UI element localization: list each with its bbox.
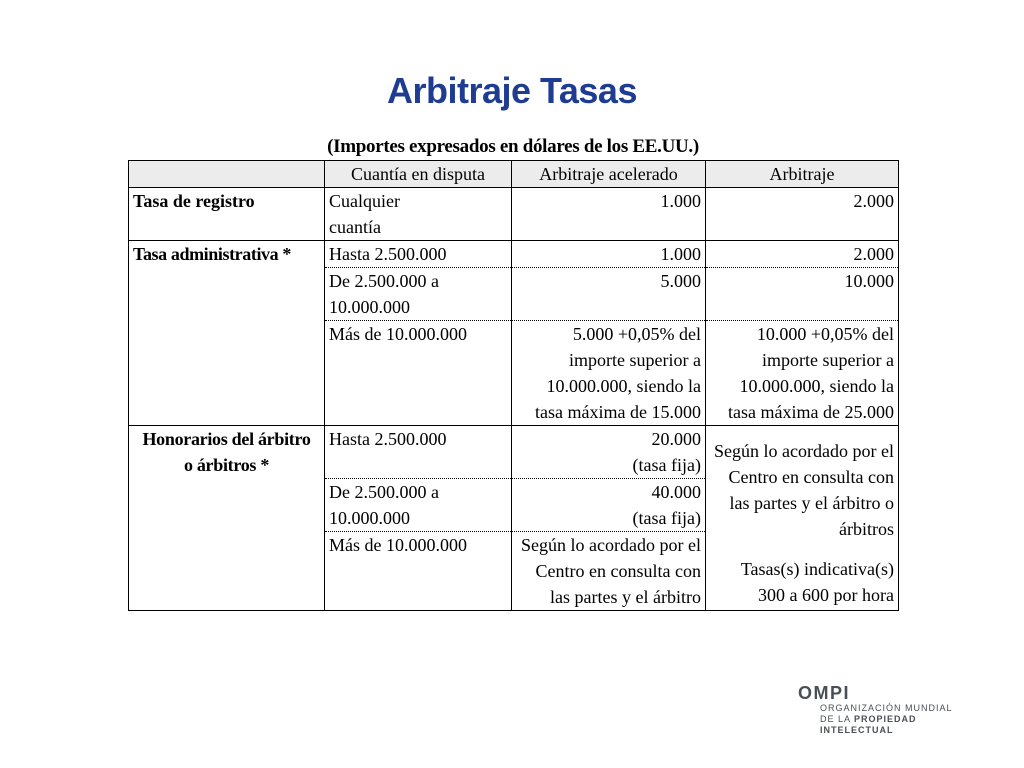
table-row <box>129 188 899 241</box>
expedited-cell: 1.000 <box>512 241 706 268</box>
logo-line-2 <box>798 714 998 725</box>
expedited-cell: Según lo acordado por el Centro en consulta con las partes y el árbitro <box>512 532 706 611</box>
amount-cell: Cualquier cuantía <box>325 188 512 241</box>
logo-line-2-bold: PROPIEDAD <box>854 714 917 724</box>
amount-cell: Más de 10.000.000 <box>325 321 512 426</box>
standard-note: Según lo acordado por el Centro en consulta con las partes y el árbitro o árbitros <box>714 441 894 539</box>
logo-line-3: INTELECTUAL <box>820 725 894 735</box>
standard-cell: 2.000 <box>706 188 899 241</box>
fees-table <box>128 160 899 611</box>
header-empty <box>129 161 325 188</box>
header-amount: Cuantía en disputa <box>325 161 512 188</box>
page-title: Arbitraje Tasas <box>387 70 637 111</box>
header-standard: Arbitraje <box>706 161 899 188</box>
standard-indicative: Tasas(s) indicativa(s) 300 a 600 por hora <box>740 559 894 605</box>
amount-cell: Más de 10.000.000 <box>325 532 512 611</box>
standard-cell: 10.000 +0,05% del importe superior a 10.000.000, siendo la tasa máxima de 25.000 <box>706 321 899 426</box>
row-label-administrativa: Tasa administrativa * <box>129 241 325 426</box>
standard-cell: 10.000 <box>706 268 899 321</box>
table-row <box>129 241 899 268</box>
logo-acronym: OMPI <box>798 683 851 703</box>
ompi-logo <box>798 683 998 736</box>
row-label-registro: Tasa de registro <box>129 188 325 241</box>
expedited-cell: 20.000 (tasa fija) <box>512 426 706 479</box>
amount-cell: Hasta 2.500.000 <box>325 241 512 268</box>
logo-line-2-prefix: DE LA <box>820 714 855 724</box>
amount-cell: De 2.500.000 a 10.000.000 <box>325 479 512 532</box>
amount-cell: De 2.500.000 a 10.000.000 <box>325 268 512 321</box>
table-row <box>129 426 899 479</box>
logo-line-1: ORGANIZACIÓN MUNDIAL <box>820 703 953 713</box>
table-subtitle: (Importes expresados en dólares de los EE.UU.) <box>327 136 699 157</box>
standard-cell: 2.000 <box>706 241 899 268</box>
expedited-cell: 1.000 <box>512 188 706 241</box>
expedited-cell: 5.000 +0,05% del importe superior a 10.000.000, siendo la tasa máxima de 15.000 <box>512 321 706 426</box>
expedited-cell: 40.000 (tasa fija) <box>512 479 706 532</box>
amount-cell: Hasta 2.500.000 <box>325 426 512 479</box>
row-label-honorarios: Honorarios del árbitro o árbitros * <box>129 426 325 611</box>
expedited-cell: 5.000 <box>512 268 706 321</box>
header-expedited: Arbitraje acelerado <box>512 161 706 188</box>
table-header-row <box>129 161 899 188</box>
standard-cell-honorarios <box>706 426 899 611</box>
